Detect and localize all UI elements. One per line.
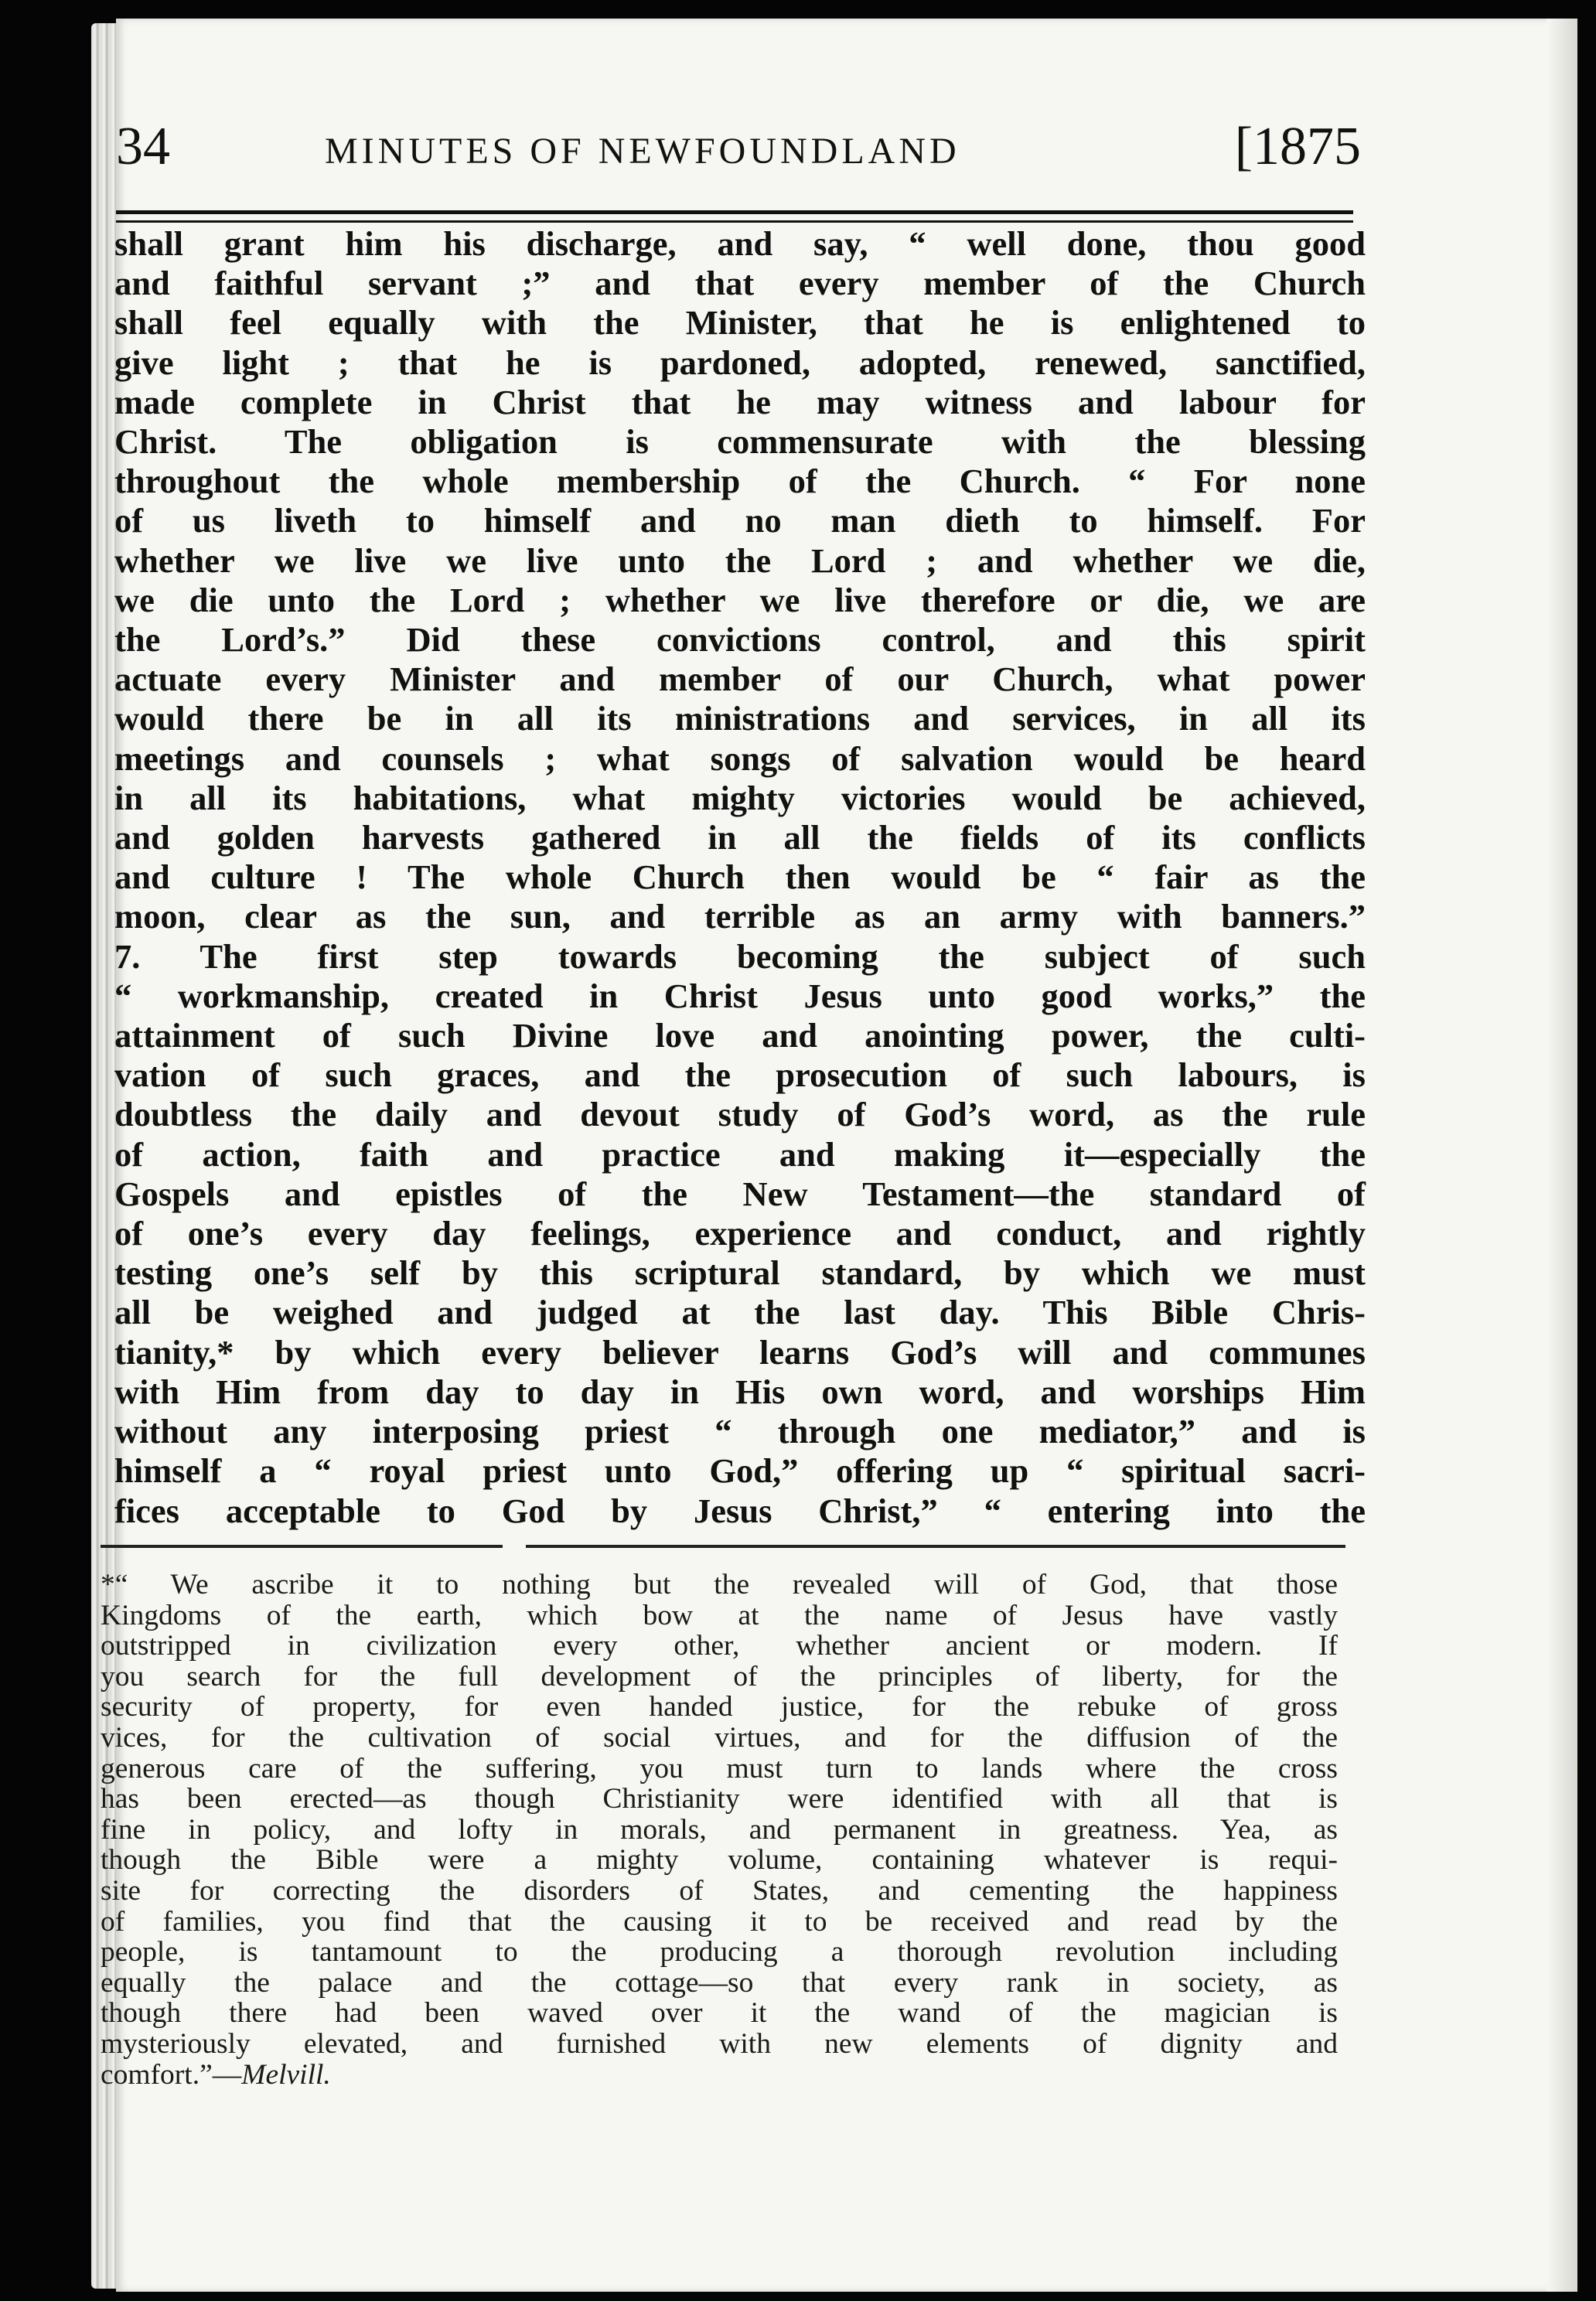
- body-line: tianity,* by which every believer learns God’s will and communes: [114, 1332, 1366, 1372]
- footnote-line: fine in policy, and lofty in morals, and permanent in greatness. Yea, as: [101, 1813, 1338, 1846]
- footnote-line: security of property, for even handed justice, for the rebuke of gross: [101, 1691, 1338, 1723]
- main-text-block: [114, 224, 1366, 1531]
- body-line: of one’s every day feelings, experience and conduct, and rightly: [114, 1214, 1366, 1253]
- footnote-line: generous care of the suffering, you must turn to lands where the cross: [101, 1752, 1338, 1785]
- footnote-rule-left: [101, 1545, 503, 1548]
- header-double-rule: [116, 210, 1353, 223]
- body-line: attainment of such Divine love and anointing power, the culti-: [114, 1016, 1366, 1055]
- footnote-line: vices, for the cultivation of social virtues, and for the diffusion of the: [101, 1721, 1338, 1754]
- body-line: testing one’s self by this scriptural standard, by which we must: [114, 1253, 1366, 1293]
- footnote-line: *“ We ascribe it to nothing but the revealed will of God, that those: [101, 1569, 1338, 1600]
- footnote-line: of families, you find that the causing it to be received and read by the: [101, 1905, 1338, 1938]
- body-line: doubtless the daily and devout study of God’s word, as the rule: [114, 1095, 1366, 1134]
- page-right-edge: [1547, 19, 1577, 2292]
- body-line: meetings and counsels ; what songs of salvation would be heard: [114, 738, 1366, 778]
- footnote-last-line: [101, 2060, 1338, 2091]
- body-line: Christ. The obligation is commensurate with the blessing: [114, 422, 1366, 462]
- body-line: actuate every Minister and member of our Church, what power: [114, 660, 1366, 699]
- footnote-line: though the Bible were a mighty volume, containing whatever is requi-: [101, 1844, 1338, 1877]
- body-line: and faithful servant ;” and that every member of the Church: [114, 264, 1366, 303]
- body-line: without any interposing priest “ through one mediator,” and is: [114, 1412, 1366, 1451]
- running-header: [116, 116, 1361, 201]
- body-line: himself a “ royal priest unto God,” offering up “ spiritual sacri-: [114, 1451, 1366, 1491]
- header-year: [1875: [1234, 117, 1361, 176]
- footnote-line: Kingdoms of the earth, which bow at the name of Jesus have vastly: [101, 1599, 1338, 1631]
- page-number: 34: [116, 117, 170, 176]
- footnote-line: mysteriously elevated, and furnished with new elements of dignity and: [101, 2027, 1338, 2060]
- footnote-line: you search for the full development of the principles of liberty, for the: [101, 1660, 1338, 1693]
- body-line: whether we live we live unto the Lord ; and whether we die,: [114, 540, 1366, 580]
- body-line: would there be in all its ministrations and services, in all its: [114, 699, 1366, 738]
- footnote-block: [101, 1570, 1338, 2090]
- footnote-line: outstripped in civilization every other, whether ancient or modern. If: [101, 1630, 1338, 1662]
- body-line: of action, faith and practice and making it—especially the: [114, 1134, 1366, 1174]
- body-line: we die unto the Lord ; whether we live therefore or die, we are: [114, 580, 1366, 619]
- body-line: the Lord’s.” Did these convictions control, and this spirit: [114, 620, 1366, 660]
- footnote-line: has been erected—as though Christianity were identified with all that is: [101, 1783, 1338, 1815]
- body-line: throughout the whole membership of the Church. “ For none: [114, 462, 1366, 501]
- body-line: all be weighed and judged at the last day. This Bible Chris-: [114, 1293, 1366, 1332]
- body-line: in all its habitations, what mighty victories would be achieved,: [114, 778, 1366, 817]
- body-line: shall grant him his discharge, and say, “ well done, thou good: [114, 224, 1366, 263]
- body-line: and golden harvests gathered in all the fields of its conflicts: [114, 818, 1366, 857]
- footnote-last-text: comfort.”—: [101, 2058, 242, 2091]
- running-title: MINUTES OF NEWFOUNDLAND: [325, 131, 960, 172]
- footnote-author: Melvill.: [241, 2058, 331, 2091]
- footnote-line: equally the palace and the cottage—so that every rank in society, as: [101, 1966, 1338, 1999]
- body-line: give light ; that he is pardoned, adopted, renewed, sanctified,: [114, 343, 1366, 382]
- body-line: made complete in Christ that he may witness and labour for: [114, 382, 1366, 421]
- body-line: fices acceptable to God by Jesus Christ,” “ entering into the: [114, 1491, 1366, 1530]
- body-line: of us liveth to himself and no man dieth to himself. For: [114, 501, 1366, 540]
- footnote-line: people, is tantamount to the producing a thorough revolution including: [101, 1936, 1338, 1969]
- body-line: “ workmanship, created in Christ Jesus unto good works,” the: [114, 976, 1366, 1015]
- body-line: with Him from day to day in His own word, and worships Him: [114, 1372, 1366, 1411]
- body-line: Gospels and epistles of the New Testament—the standard of: [114, 1174, 1366, 1213]
- body-line: shall feel equally with the Minister, that he is enlightened to: [114, 303, 1366, 343]
- footnote-line: though there had been waved over it the wand of the magician is: [101, 1997, 1338, 2030]
- body-line: 7. The first step towards becoming the subject of such: [114, 936, 1366, 976]
- body-line: moon, clear as the sun, and terrible as an army with banners.”: [114, 897, 1366, 936]
- footnote-rule-right: [526, 1545, 1345, 1548]
- body-line: vation of such graces, and the prosecution of such labours, is: [114, 1055, 1366, 1095]
- footnote-line: site for correcting the disorders of States, and cementing the happiness: [101, 1874, 1338, 1907]
- body-line: and culture ! The whole Church then would be “ fair as the: [114, 857, 1366, 897]
